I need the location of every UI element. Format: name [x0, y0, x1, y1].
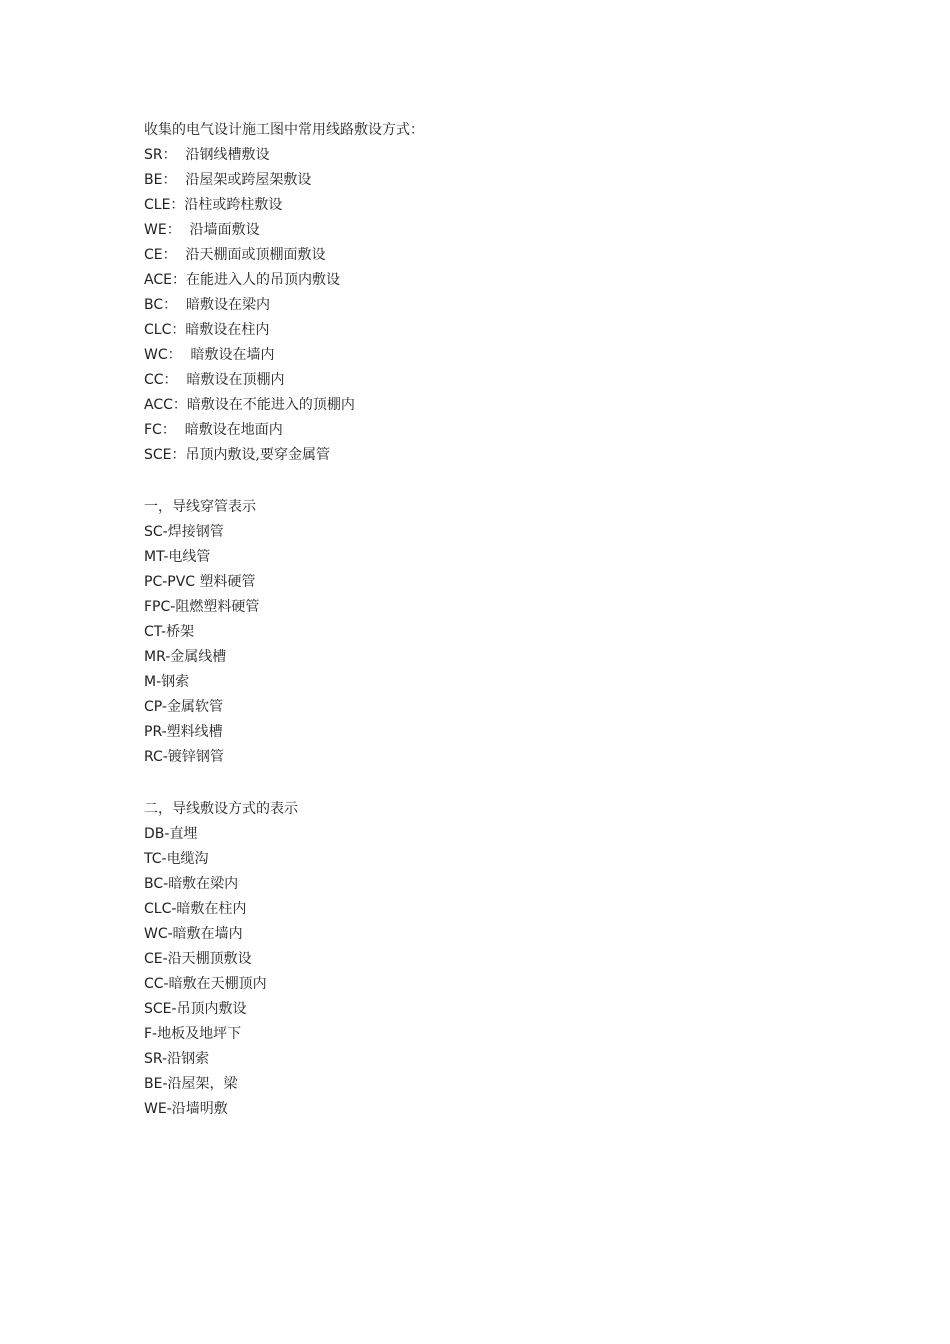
- list-item: [144, 745, 844, 770]
- item-description: 沿钢线槽敷设: [185, 147, 270, 163]
- item-description: 桥架: [166, 624, 195, 640]
- item-code: FC：: [144, 422, 176, 438]
- item-description: 地板及地坪下: [157, 1026, 242, 1042]
- item-description: 吊顶内敷设,要穿金属管: [185, 447, 330, 463]
- list-item: [144, 418, 844, 443]
- item-code: WE-: [144, 1101, 172, 1117]
- list-item: [144, 822, 844, 847]
- item-code: BE：: [144, 172, 177, 188]
- item-code: WC-: [144, 926, 173, 942]
- list-item: [144, 520, 844, 545]
- item-description: 暗敷设在顶棚内: [186, 372, 285, 388]
- item-code: SCE：: [144, 447, 186, 463]
- list-item: [144, 972, 844, 997]
- section2-list: [144, 822, 844, 1122]
- list-item: [144, 997, 844, 1022]
- item-code: CLC：: [144, 322, 186, 338]
- item-description: 电缆沟: [166, 851, 209, 867]
- item-code: WE：: [144, 222, 181, 238]
- list-item: [144, 1047, 844, 1072]
- item-code: MT-: [144, 549, 169, 565]
- section1-list: [144, 520, 844, 770]
- item-code: MR-: [144, 649, 171, 665]
- item-separator: [182, 347, 191, 363]
- item-code: BE-: [144, 1076, 168, 1092]
- item-description: 阻燃塑料硬管: [175, 599, 260, 615]
- item-code: TC-: [144, 851, 167, 867]
- item-code: FPC-: [144, 599, 176, 615]
- item-code: BC-: [144, 876, 169, 892]
- item-separator: [177, 147, 186, 163]
- list-item: [144, 545, 844, 570]
- list-item: [144, 670, 844, 695]
- item-code: F-: [144, 1026, 158, 1042]
- list-item: [144, 595, 844, 620]
- item-code: SR-: [144, 1051, 168, 1067]
- document-page: [144, 118, 844, 1122]
- item-code: CE：: [144, 247, 177, 263]
- item-description: 塑料硬管: [199, 574, 256, 590]
- list-item: [144, 243, 844, 268]
- item-description: 直埋: [169, 826, 198, 842]
- item-description: 暗敷设在梁内: [186, 297, 271, 313]
- item-code: CC：: [144, 372, 178, 388]
- list-item: [144, 393, 844, 418]
- item-separator: [176, 422, 185, 438]
- item-code: WC：: [144, 347, 182, 363]
- list-item: [144, 143, 844, 168]
- item-description: 金属线槽: [170, 649, 227, 665]
- item-code: ACC：: [144, 397, 187, 413]
- item-code: CE-: [144, 951, 168, 967]
- item-code: M-: [144, 674, 162, 690]
- item-code: CLE：: [144, 197, 185, 213]
- item-separator: [177, 247, 186, 263]
- item-code: SC-: [144, 524, 168, 540]
- item-description: 暗敷设在柱内: [185, 322, 270, 338]
- list-item: [144, 645, 844, 670]
- item-code: PR-: [144, 724, 167, 740]
- item-description: 吊顶内敷设: [176, 1001, 247, 1017]
- item-description: 沿钢索: [167, 1051, 210, 1067]
- list-item: [144, 193, 844, 218]
- list-item: [144, 343, 844, 368]
- item-description: 在能进入人的吊顶内敷设: [185, 272, 340, 288]
- item-description: 暗敷在天棚顶内: [168, 976, 267, 992]
- list-item: [144, 1072, 844, 1097]
- list-item: [144, 897, 844, 922]
- list-item: [144, 318, 844, 343]
- item-description: 沿天棚面或顶棚面敷设: [185, 247, 326, 263]
- item-code: BC：: [144, 297, 178, 313]
- intro-title: 收集的电气设计施工图中常用线路敷设方式：: [144, 122, 424, 138]
- item-description: 焊接钢管: [167, 524, 224, 540]
- item-code: CP-: [144, 699, 167, 715]
- item-description: 暗敷设在不能进入的顶棚内: [186, 397, 355, 413]
- item-separator: [181, 222, 190, 238]
- item-description: 塑料线槽: [166, 724, 223, 740]
- item-code: CT-: [144, 624, 167, 640]
- list-item: [144, 922, 844, 947]
- item-description: 暗敷设在地面内: [184, 422, 283, 438]
- item-description: 金属软管: [166, 699, 223, 715]
- item-description: 暗敷设在墙内: [190, 347, 275, 363]
- item-code: ACE：: [144, 272, 186, 288]
- list-item: [144, 695, 844, 720]
- item-code: PC-PVC: [144, 574, 200, 590]
- list-item: [144, 368, 844, 393]
- list-item: [144, 847, 844, 872]
- list-item: [144, 872, 844, 897]
- item-code: DB-: [144, 826, 170, 842]
- item-description: 暗敷在梁内: [168, 876, 239, 892]
- item-description: 沿屋架，梁: [167, 1076, 238, 1092]
- item-code: RC-: [144, 749, 168, 765]
- item-code: CLC-: [144, 901, 177, 917]
- item-description: 沿屋架或跨屋架敷设: [185, 172, 312, 188]
- list-item: [144, 443, 844, 468]
- section1-heading: 一，导线穿管表示: [144, 499, 256, 515]
- item-description: 沿柱或跨柱敷设: [184, 197, 283, 213]
- item-description: 沿天棚顶敷设: [167, 951, 252, 967]
- item-description: 沿墙明敷: [171, 1101, 228, 1117]
- item-code: SR：: [144, 147, 177, 163]
- list-item: [144, 168, 844, 193]
- list-item: [144, 268, 844, 293]
- item-code: SCE-: [144, 1001, 177, 1017]
- section2-heading: 二，导线敷设方式的表示: [144, 801, 298, 817]
- item-description: 镀锌钢管: [167, 749, 224, 765]
- list-item: [144, 1022, 844, 1047]
- item-description: 钢索: [161, 674, 190, 690]
- list-item: [144, 720, 844, 745]
- item-description: 暗敷在墙内: [172, 926, 243, 942]
- item-description: 暗敷在柱内: [176, 901, 247, 917]
- list-item: [144, 1097, 844, 1122]
- item-description: 电线管: [168, 549, 211, 565]
- list-item: [144, 947, 844, 972]
- item-code: CC-: [144, 976, 169, 992]
- item-separator: [177, 297, 186, 313]
- item-description: 沿墙面敷设: [189, 222, 260, 238]
- list-item: [144, 293, 844, 318]
- methods-list: [144, 143, 844, 468]
- list-item: [144, 620, 844, 645]
- list-item: [144, 218, 844, 243]
- list-item: [144, 570, 844, 595]
